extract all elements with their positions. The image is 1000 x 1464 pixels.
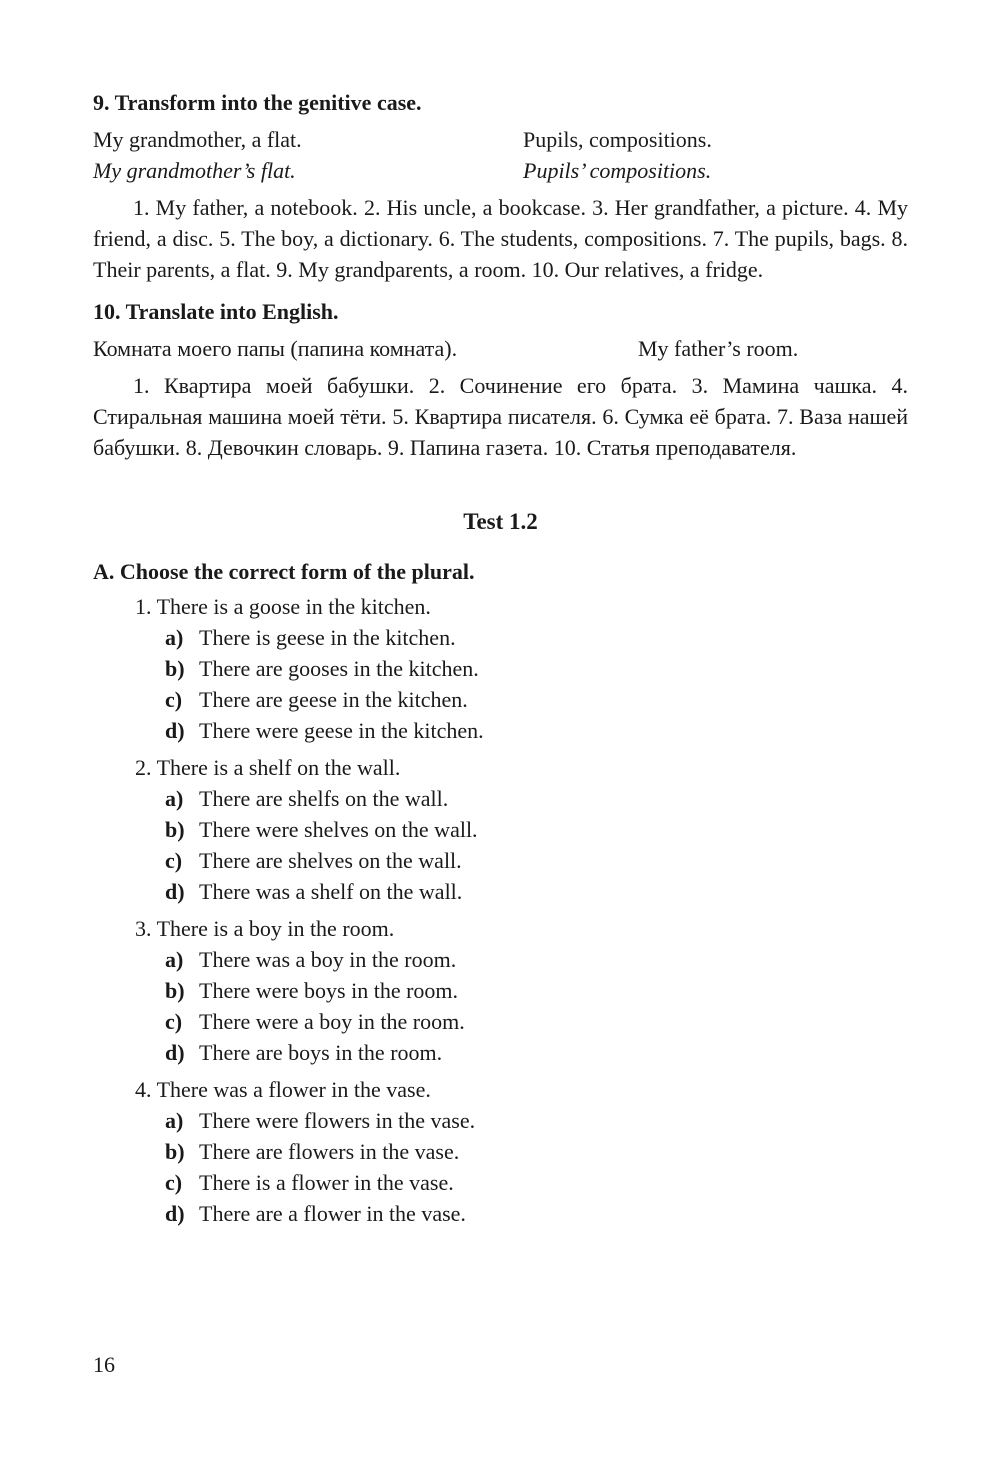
exercise-9 [93, 88, 908, 285]
option-d [165, 1198, 908, 1229]
option-letter: a) [165, 786, 184, 811]
option-a [165, 622, 908, 653]
option-text: There is geese in the kitchen. [199, 625, 456, 650]
option-text: There were boys in the room. [199, 978, 459, 1003]
option-c [165, 845, 908, 876]
exercise-10-body: 1. Квартира моей бабушки. 2. Сочинение его брата. 3. Мамина чашка. 4. Стиральная машина моей тёти. 5. Квартира писателя. 6. Сумка её брата. 7. Ваза нашей бабушки. 8. Девочкин словарь. 9. Папина газета. 10. Статья преподавателя. [93, 373, 908, 460]
question-text: 4. There was a flower in the vase. [135, 1077, 431, 1102]
option-text: There was a shelf on the wall. [199, 879, 463, 904]
option-letter: c) [165, 1170, 183, 1195]
question-4 [93, 1074, 908, 1229]
option-d [165, 715, 908, 746]
option-b [165, 653, 908, 684]
question-3 [93, 913, 908, 1068]
option-text: There was a boy in the room. [199, 947, 457, 972]
example-russian: Комната моего папы (папина комната). [93, 336, 458, 361]
option-letter: c) [165, 1009, 183, 1034]
option-letter: b) [165, 656, 185, 681]
option-letter: c) [165, 848, 183, 873]
option-text: There are geese in the kitchen. [199, 687, 468, 712]
exercise-9-example [93, 124, 908, 186]
exercise-10-heading: 10. Translate into English. [93, 299, 339, 324]
document-page [93, 82, 908, 1229]
option-letter: b) [165, 978, 185, 1003]
question-text: 3. There is a boy in the room. [135, 916, 395, 941]
option-letter: a) [165, 1108, 184, 1133]
options-list [93, 622, 908, 746]
option-a [165, 783, 908, 814]
option-letter: d) [165, 1201, 185, 1226]
option-text: There is a flower in the vase. [199, 1170, 454, 1195]
section-a [93, 557, 908, 1229]
option-text: There were a boy in the room. [199, 1009, 465, 1034]
option-letter: b) [165, 1139, 185, 1164]
option-c [165, 1006, 908, 1037]
option-text: There are gooses in the kitchen. [199, 656, 479, 681]
option-text: There are flowers in the vase. [199, 1139, 460, 1164]
example-english: My father’s room. [638, 336, 799, 361]
example-right-plain: Pupils, compositions. [523, 127, 712, 152]
option-text: There were shelves on the wall. [199, 817, 478, 842]
test-title: Test 1.2 [463, 509, 538, 534]
exercise-10 [93, 297, 908, 463]
example-right-italic: Pupils’ compositions. [523, 158, 712, 183]
option-text: There are shelfs on the wall. [199, 786, 449, 811]
option-b [165, 1136, 908, 1167]
option-b [165, 975, 908, 1006]
option-letter: c) [165, 687, 183, 712]
section-a-heading: A. Choose the correct form of the plural. [93, 559, 475, 584]
page-number: 16 [93, 1352, 115, 1377]
option-d [165, 1037, 908, 1068]
option-letter: a) [165, 625, 184, 650]
option-a [165, 1105, 908, 1136]
option-text: There are a flower in the vase. [199, 1201, 466, 1226]
option-b [165, 814, 908, 845]
question-text: 2. There is a shelf on the wall. [135, 755, 401, 780]
example-left-italic: My grandmother’s flat. [93, 158, 296, 183]
question-2 [93, 752, 908, 907]
option-text: There were flowers in the vase. [199, 1108, 476, 1133]
option-letter: d) [165, 718, 185, 743]
option-c [165, 684, 908, 715]
option-letter: d) [165, 1040, 185, 1065]
exercise-9-heading: 9. Transform into the genitive case. [93, 90, 422, 115]
option-text: There are shelves on the wall. [199, 848, 462, 873]
exercise-9-body: 1. My father, a notebook. 2. His uncle, a bookcase. 3. Her grandfather, a picture. 4. My friend, a disc. 5. The boy, a dictionary. 6. The students, compositions. 7. The pupils, bags. 8. Their parents, a flat. 9. My grandparents, a room. 10. Our relatives, a fridge. [93, 195, 908, 282]
question-text: 1. There is a goose in the kitchen. [135, 594, 431, 619]
options-list [93, 783, 908, 907]
option-c [165, 1167, 908, 1198]
option-letter: d) [165, 879, 185, 904]
options-list [93, 944, 908, 1068]
option-letter: a) [165, 947, 184, 972]
option-d [165, 876, 908, 907]
option-text: There are boys in the room. [199, 1040, 443, 1065]
options-list [93, 1105, 908, 1229]
option-letter: b) [165, 817, 185, 842]
question-1 [93, 591, 908, 746]
option-a [165, 944, 908, 975]
example-left-plain: My grandmother, a flat. [93, 127, 302, 152]
option-text: There were geese in the kitchen. [199, 718, 484, 743]
exercise-10-example [93, 333, 908, 364]
